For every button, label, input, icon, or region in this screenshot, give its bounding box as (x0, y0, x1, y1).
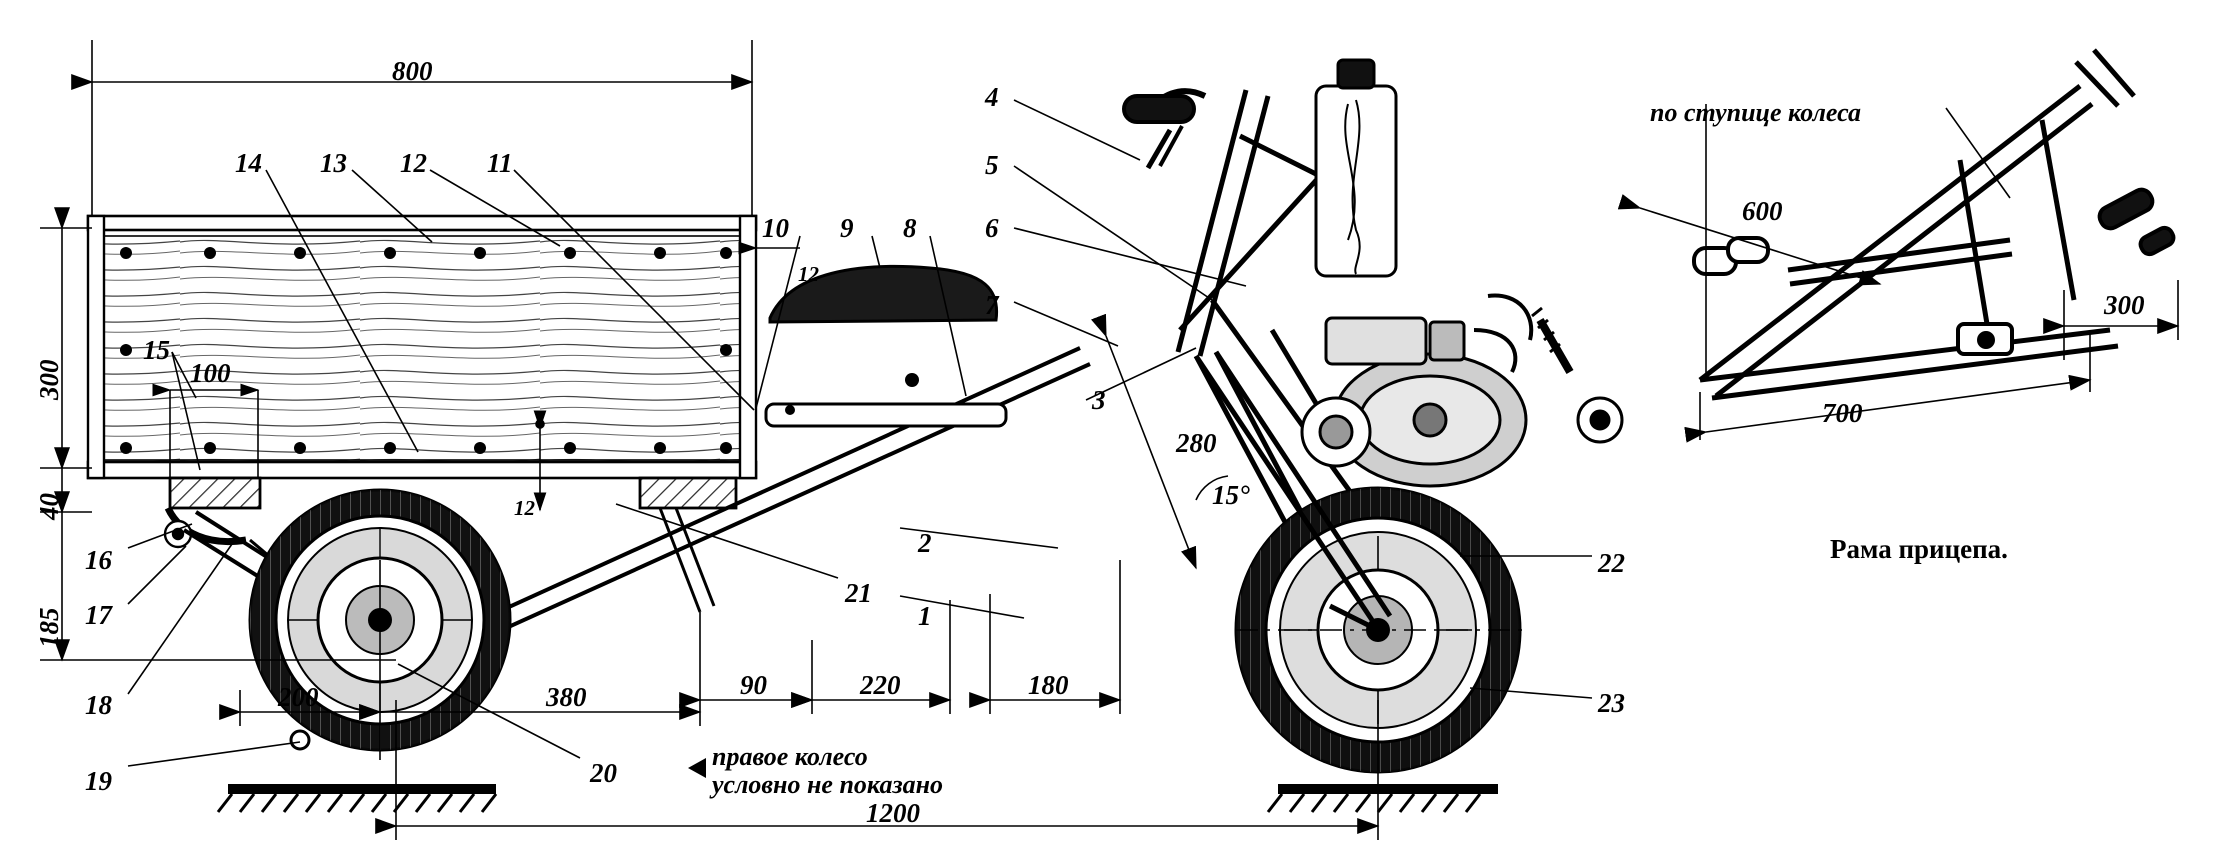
callout-19: 19 (85, 766, 112, 796)
dim-12-top: 12 (798, 262, 819, 286)
callout-4: 4 (985, 82, 999, 112)
callout-15: 15 (143, 335, 170, 365)
callout-7: 7 (985, 290, 999, 320)
dim-220: 220 (860, 670, 901, 700)
callout-16: 16 (85, 545, 112, 575)
dim-40-v: 40 (34, 493, 64, 520)
dim-100: 100 (190, 358, 231, 388)
callout-11: 11 (487, 148, 513, 178)
dim-700: 700 (1822, 398, 1863, 428)
callout-10: 10 (762, 213, 789, 243)
dim-12-mid: 12 (514, 496, 535, 520)
note-line-2: условно не показано (712, 770, 944, 799)
dim-185-v: 185 (34, 607, 64, 648)
callout-20: 20 (590, 758, 617, 788)
label-hub-note: по ступице колеса (1650, 98, 1861, 127)
callout-5: 5 (985, 150, 999, 180)
callout-1: 1 (918, 601, 932, 631)
dim-200: 200 (278, 682, 319, 712)
dim-1200: 1200 (866, 798, 920, 828)
dim-300-v: 300 (34, 359, 64, 400)
callout-18: 18 (85, 690, 112, 720)
dim-180: 180 (1028, 670, 1069, 700)
callout-21: 21 (845, 578, 872, 608)
callout-14: 14 (235, 148, 262, 178)
callout-13: 13 (320, 148, 347, 178)
callout-9: 9 (840, 213, 854, 243)
callout-2: 2 (918, 528, 932, 558)
figure-title-right: Рама прицепа. (1830, 534, 2008, 564)
callout-22: 22 (1598, 548, 1625, 578)
callout-17: 17 (85, 600, 112, 630)
dim-800: 800 (392, 56, 433, 86)
callout-12: 12 (400, 148, 427, 178)
dim-300-r: 300 (2104, 290, 2145, 320)
dim-380: 380 (546, 682, 587, 712)
callout-23: 23 (1598, 688, 1625, 718)
callout-3: 3 (1092, 385, 1106, 415)
callout-6: 6 (985, 213, 999, 243)
dim-angle-15: 15° (1212, 480, 1250, 510)
note-line-1: правое колесо (712, 742, 868, 771)
dim-90: 90 (740, 670, 767, 700)
callout-8: 8 (903, 213, 917, 243)
dim-600: 600 (1742, 196, 1783, 226)
dim-280: 280 (1176, 428, 1217, 458)
